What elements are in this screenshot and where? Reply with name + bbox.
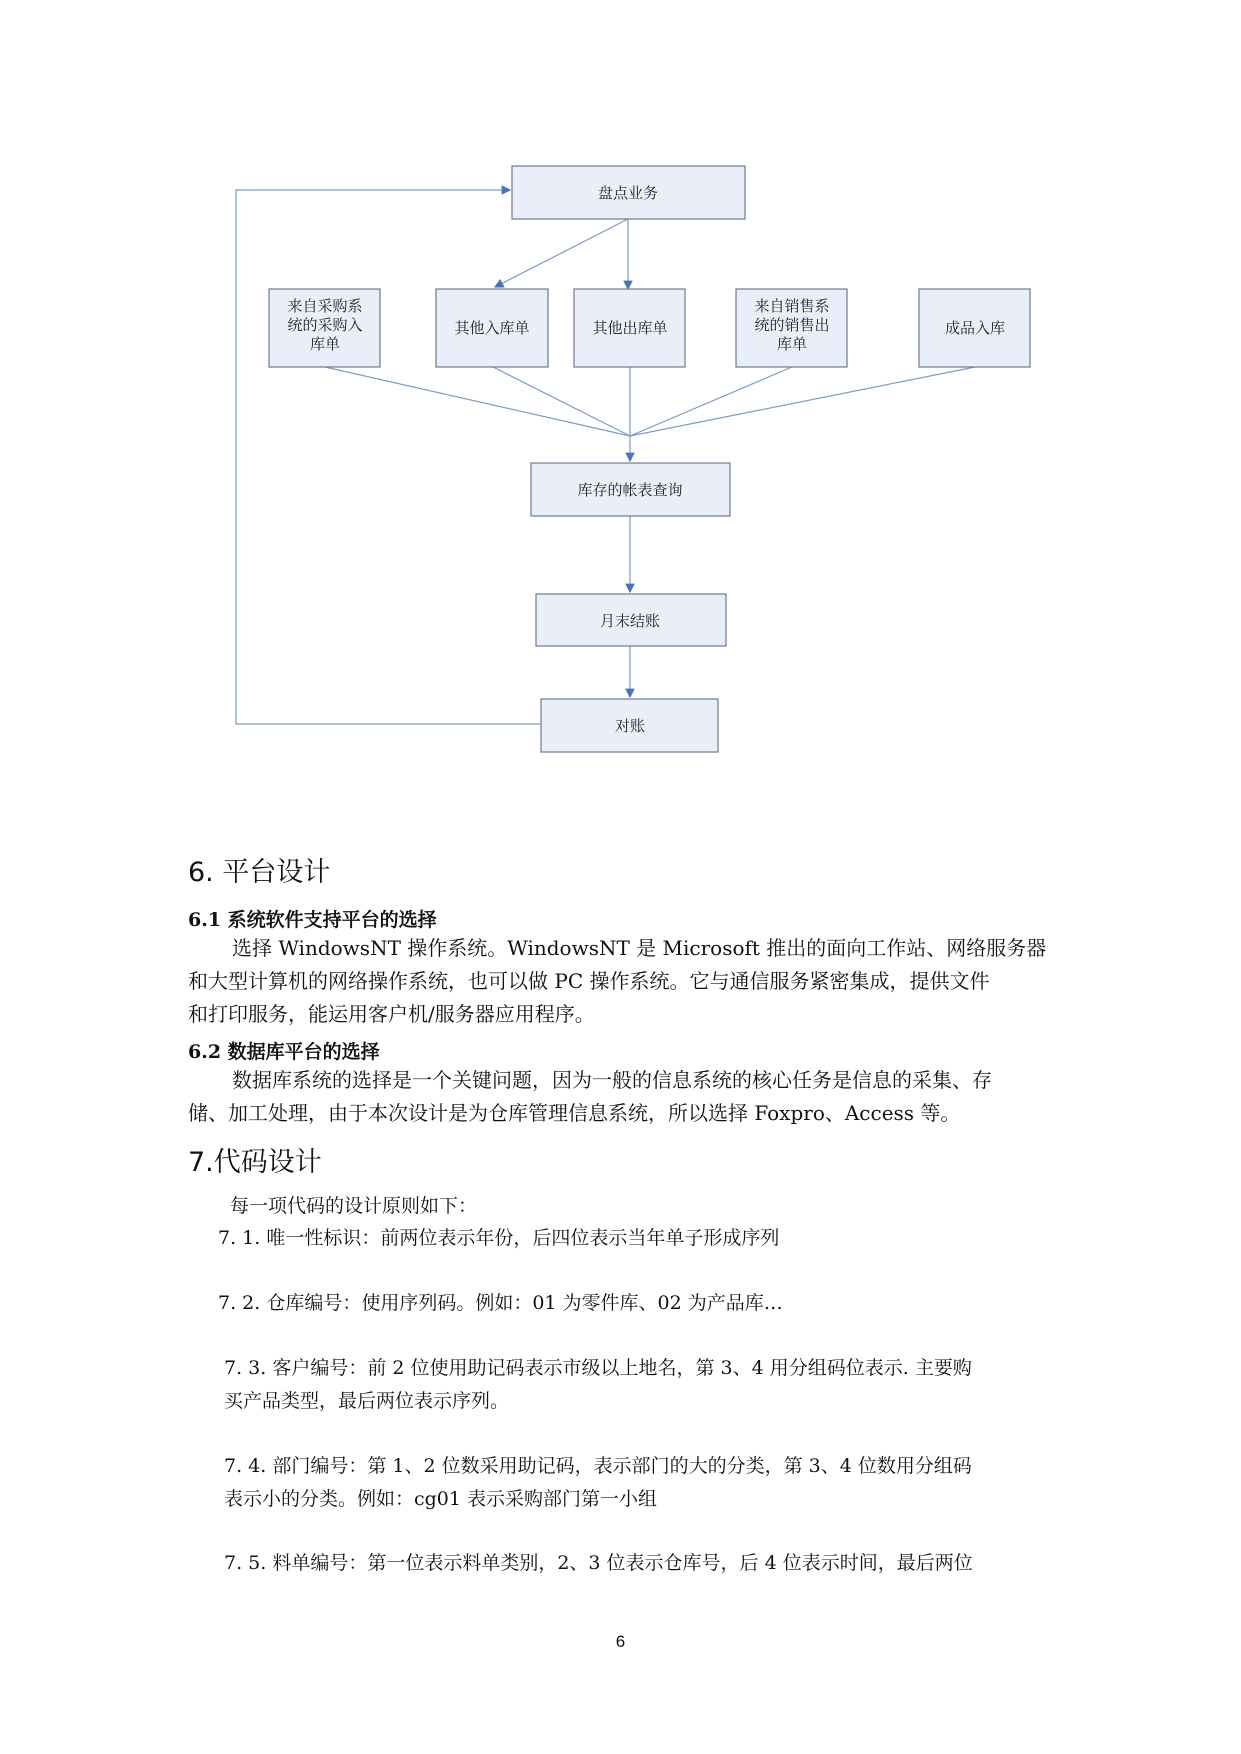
node-label: 其他出库单 bbox=[592, 319, 668, 337]
node-label: 成品入库 bbox=[944, 319, 1006, 337]
node-other-out bbox=[574, 289, 685, 367]
code-rule-line: 7. 1. 唯一性标识：前两位表示年份，后四位表示当年单子形成序列 bbox=[218, 1227, 780, 1249]
code-rule-line: 7. 2. 仓库编号：使用序列码。例如：01 为零件库、02 为产品库… bbox=[218, 1292, 783, 1314]
section-6-1-paragraph-cont bbox=[188, 965, 1068, 1031]
connector bbox=[325, 367, 630, 436]
section-6-1-paragraph bbox=[188, 932, 1068, 965]
node-label: 月末结账 bbox=[599, 612, 661, 630]
code-rule-item bbox=[218, 1287, 783, 1320]
node-ledger bbox=[531, 463, 730, 516]
node-label: 统的采购入 bbox=[287, 316, 363, 334]
code-rule-line: 7. 4. 部门编号：第 1、2 位数采用助记码，表示部门的大的分类，第 3、4 位数用分组码 bbox=[224, 1455, 972, 1477]
code-rule-item bbox=[224, 1547, 973, 1580]
code-rule-item bbox=[224, 1352, 972, 1418]
code-rule-line: 表示小的分类。例如：cg01 表示采购部门第一小组 bbox=[224, 1488, 658, 1510]
node-label: 库存的帐表查询 bbox=[577, 481, 683, 499]
section-6-2-title: 6.2 数据库平台的选择 bbox=[188, 1041, 380, 1063]
connector bbox=[493, 367, 630, 436]
node-inventory bbox=[512, 166, 745, 219]
page-number: 6 bbox=[615, 1632, 626, 1651]
feedback-connector bbox=[236, 190, 540, 724]
code-rule-line: 买产品类型，最后两位表示序列。 bbox=[224, 1390, 510, 1412]
node-reconcile bbox=[541, 699, 718, 752]
code-rule-line: 7. 5. 料单编号：第一位表示料单类别，2、3 位表示仓库号，后 4 位表示时间，最后两位 bbox=[224, 1552, 973, 1574]
section-7-title: 7.代码设计 bbox=[188, 1147, 322, 1178]
inventory-flowchart bbox=[0, 0, 1241, 760]
paragraph-line: 数据库系统的选择是一个关键问题，因为一般的信息系统的核心任务是信息的采集、存 bbox=[232, 1068, 992, 1092]
node-label: 库单 bbox=[309, 335, 341, 353]
section-6-2-paragraph bbox=[188, 1064, 1068, 1097]
section-6-1-title: 6.1 系统软件支持平台的选择 bbox=[188, 909, 437, 931]
node-label: 其他入库单 bbox=[454, 319, 530, 337]
code-rule-line: 7. 3. 客户编号：前 2 位使用助记码表示市级以上地名，第 3、4 用分组码位表示. 主要购 bbox=[224, 1357, 972, 1379]
node-label: 统的销售出 bbox=[754, 316, 830, 334]
code-rule-item bbox=[218, 1222, 779, 1255]
node-label: 对账 bbox=[614, 717, 646, 735]
node-month-end bbox=[536, 594, 726, 646]
section-7-intro: 每一项代码的设计原则如下： bbox=[230, 1195, 478, 1217]
paragraph-line: 选择 WindowsNT 操作系统。WindowsNT 是 Microsoft 推出的面向工作站、网络服务器 bbox=[232, 936, 1047, 960]
node-other-in bbox=[436, 289, 548, 367]
connector bbox=[630, 367, 792, 436]
connector bbox=[630, 367, 975, 436]
node-finished-in bbox=[919, 289, 1030, 367]
paragraph-line: 和大型计算机的网络操作系统，也可以做 PC 操作系统。它与通信服务紧密集成，提供文件 bbox=[188, 969, 990, 993]
section-6-title: 6. 平台设计 bbox=[188, 857, 331, 888]
paragraph-line: 储、加工处理，由于本次设计是为仓库管理信息系统，所以选择 Foxpro、Access 等。 bbox=[188, 1101, 961, 1125]
code-rule-item bbox=[224, 1450, 972, 1516]
connector bbox=[495, 219, 628, 287]
paragraph-line: 和打印服务，能运用客户机/服务器应用程序。 bbox=[188, 1002, 595, 1026]
node-label: 盘点业务 bbox=[597, 184, 659, 202]
node-label: 库单 bbox=[776, 335, 808, 353]
section-6-2-paragraph-cont bbox=[188, 1097, 1068, 1130]
node-label: 来自采购系 bbox=[287, 297, 363, 315]
node-purchase-in bbox=[269, 289, 380, 367]
node-label: 来自销售系 bbox=[754, 297, 830, 315]
node-sales-out bbox=[736, 289, 847, 367]
